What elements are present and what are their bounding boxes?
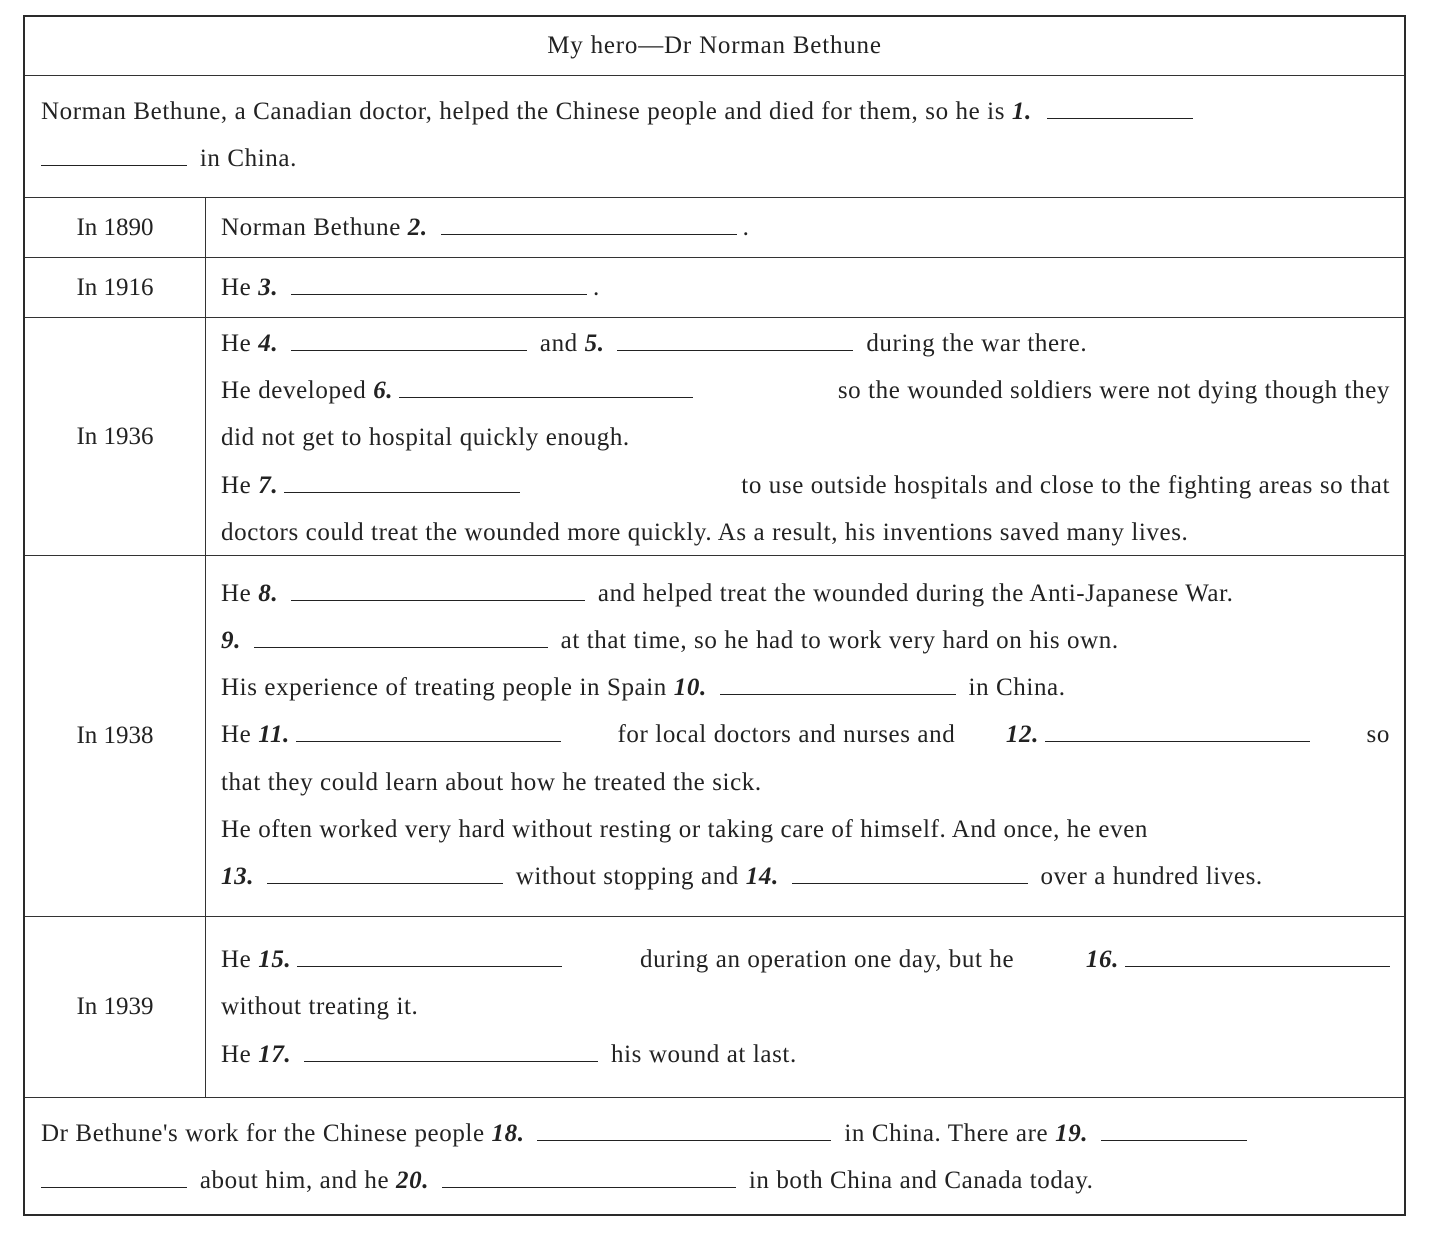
text: so the wounded soldiers were not dying though they: [837, 377, 1390, 404]
question-number-11: 11.: [258, 721, 290, 748]
segment: [1006, 715, 1316, 755]
question-number-2: 2.: [407, 214, 428, 241]
text: over a hundred lives.: [1040, 863, 1263, 890]
blank-15[interactable]: [297, 942, 562, 967]
blank-4[interactable]: [291, 326, 527, 351]
line-1938-5: that they could learn about how he treated the sick.: [221, 769, 762, 796]
text: in China. There are: [844, 1120, 1049, 1147]
text: He: [221, 1041, 252, 1068]
intro-line-1: [41, 92, 1390, 132]
line-1938-6: He often worked very hard without resting or taking care of himself. And once, he even: [221, 816, 1149, 843]
text: about him, and he: [199, 1167, 390, 1194]
worksheet-table: [23, 15, 1406, 1216]
period: .: [593, 274, 600, 301]
text: his wound at last.: [611, 1041, 797, 1068]
question-number-16: 16.: [1085, 946, 1119, 973]
text: His experience of treating people in Spain: [221, 674, 667, 701]
question-number-8: 8.: [258, 580, 279, 607]
text: during the war there.: [866, 330, 1088, 357]
blank-20[interactable]: [442, 1163, 736, 1188]
text: Dr Bethune's work for the Chinese people: [41, 1120, 485, 1147]
row-1916: [25, 258, 1404, 318]
question-number-3: 3.: [258, 274, 279, 301]
line-1916: [221, 268, 1390, 308]
question-number-20: 20.: [396, 1167, 430, 1194]
text: He: [221, 946, 252, 973]
question-number-13: 13.: [221, 863, 255, 890]
question-number-5: 5.: [584, 330, 605, 357]
blank-11[interactable]: [296, 717, 561, 742]
text: to use outside hospitals and close to the fighting areas so that: [741, 472, 1390, 499]
text: without stopping and: [515, 863, 739, 890]
line-1938-1: [221, 574, 1390, 614]
blank-16[interactable]: [1125, 942, 1390, 967]
text: for local doctors and nurses and: [617, 721, 956, 748]
text: in China.: [968, 674, 1066, 701]
question-number-9: 9.: [221, 627, 241, 654]
blank-14[interactable]: [792, 859, 1028, 884]
text: He: [221, 274, 252, 301]
segment: [221, 715, 567, 755]
segment: [221, 466, 526, 506]
blank-12[interactable]: [1045, 717, 1310, 742]
period: .: [742, 214, 750, 241]
outro-line-2: [41, 1161, 1390, 1201]
title-row: [25, 17, 1404, 76]
year-1890: In 1890: [25, 198, 206, 257]
line-1938-4: [221, 715, 1390, 755]
question-number-10: 10.: [673, 674, 707, 701]
line-1936-4: [221, 466, 1390, 506]
text: He developed: [221, 377, 367, 404]
blank-13[interactable]: [267, 859, 503, 884]
text: He: [221, 330, 252, 357]
question-number-18: 18.: [491, 1120, 525, 1147]
text: He: [221, 721, 252, 748]
blank-1b[interactable]: [41, 141, 187, 166]
text: Norman Bethune: [221, 214, 401, 241]
intro-row: [25, 76, 1404, 198]
line-1936-5: doctors could treat the wounded more quickly. As a result, his inventions saved many lives.: [221, 519, 1189, 546]
text: and: [539, 330, 578, 357]
question-number-14: 14.: [745, 863, 779, 890]
line-1938-3: [221, 668, 1390, 708]
year-1939: In 1939: [25, 917, 206, 1097]
text: and helped treat the wounded during the Anti-Japanese War.: [597, 580, 1234, 607]
blank-5[interactable]: [617, 326, 853, 351]
row-1936: [25, 318, 1404, 556]
question-number-19: 19.: [1055, 1120, 1089, 1147]
blank-6[interactable]: [399, 373, 693, 398]
text: in both China and Canada today.: [748, 1167, 1094, 1194]
text: at that time, so he had to work very hard on his own.: [560, 627, 1119, 654]
intro-text-end: in China.: [199, 145, 297, 172]
line-1936-3: did not get to hospital quickly enough.: [221, 424, 630, 451]
line-1939-2: without treating it.: [221, 993, 419, 1020]
row-1938: [25, 556, 1404, 917]
blank-1a[interactable]: [1047, 94, 1193, 119]
row-1939: [25, 917, 1404, 1098]
question-number-15: 15.: [258, 946, 292, 973]
year-1936: In 1936: [25, 318, 206, 555]
line-1938-2: [221, 621, 1390, 661]
year-1916: In 1916: [25, 258, 206, 317]
outro-line-1: [41, 1114, 1390, 1154]
blank-10[interactable]: [720, 670, 956, 695]
row-1890: [25, 198, 1404, 258]
intro-text: Norman Bethune, a Canadian doctor, helped the Chinese people and died for them, so he is: [41, 98, 1006, 125]
line-1890: [221, 208, 1390, 248]
outro-row: [25, 1098, 1404, 1214]
question-number-1: 1.: [1011, 98, 1032, 125]
segment: [1086, 940, 1390, 980]
question-number-17: 17.: [258, 1041, 292, 1068]
intro-line-2: [41, 139, 1390, 179]
question-number-12: 12.: [1005, 721, 1039, 748]
question-number-7: 7.: [258, 472, 279, 499]
text: He: [221, 580, 252, 607]
segment: [221, 371, 699, 411]
blank-7[interactable]: [284, 468, 520, 493]
blank-17[interactable]: [304, 1037, 598, 1062]
text: so: [1366, 721, 1390, 748]
blank-9[interactable]: [254, 623, 548, 648]
segment: [221, 940, 568, 980]
page-title: My hero—Dr Norman Bethune: [547, 32, 882, 59]
blank-2[interactable]: [441, 210, 737, 235]
question-number-6: 6.: [373, 377, 394, 404]
text: He: [221, 472, 252, 499]
line-1938-7: [221, 857, 1390, 897]
line-1939-1: [221, 940, 1390, 980]
blank-3[interactable]: [291, 270, 587, 295]
question-number-4: 4.: [258, 330, 279, 357]
text: during an operation one day, but he: [640, 946, 1015, 973]
blank-19b[interactable]: [41, 1163, 187, 1188]
blank-8[interactable]: [291, 576, 585, 601]
line-1936-1: [221, 324, 1390, 364]
blank-19a[interactable]: [1101, 1116, 1247, 1141]
line-1939-3: [221, 1035, 1390, 1075]
blank-18[interactable]: [537, 1116, 831, 1141]
line-1936-2: [221, 371, 1390, 411]
year-1938: In 1938: [25, 556, 206, 916]
